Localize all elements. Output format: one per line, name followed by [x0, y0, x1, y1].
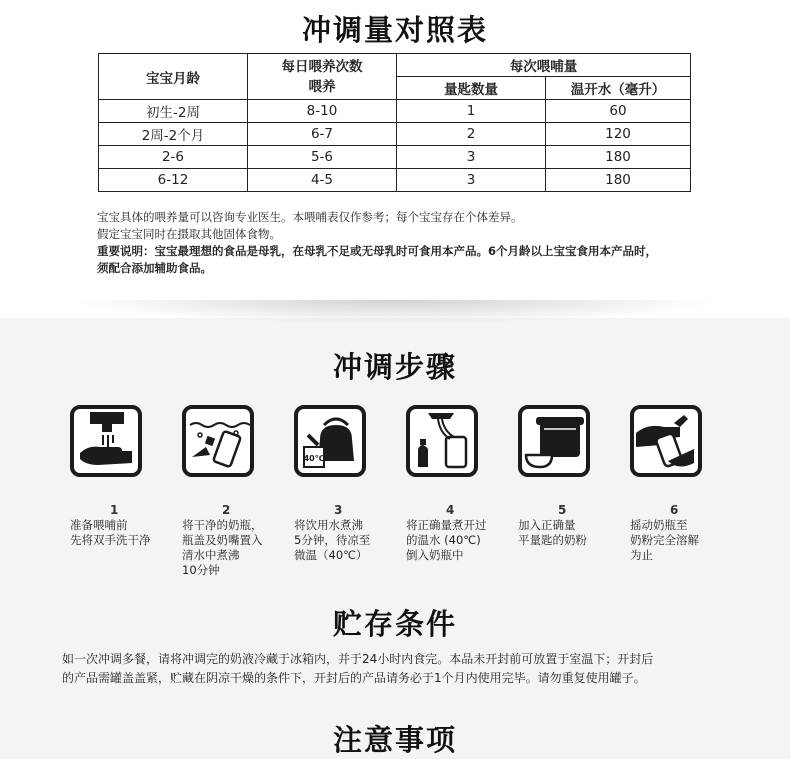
step-3 [294, 405, 404, 562]
step-number: 5 [558, 503, 567, 517]
cell-feeds: 8-10 [248, 100, 397, 123]
step-4 [406, 405, 516, 562]
step-line: 的温水 (40℃) [406, 533, 481, 547]
step-description [70, 518, 182, 548]
step-line: 倒入奶瓶中 [406, 548, 464, 562]
shake-bottle-icon [630, 405, 702, 477]
hand-wash-icon [70, 405, 142, 477]
storage-line: 如一次冲调多餐，请将冲调完的奶液冷藏于冰箱内，并于24小时内食完。本品未开封前可放置于室温下；开封后 [62, 652, 654, 666]
header-per-feed: 每次喂哺量 [397, 54, 691, 77]
step-line: 准备喂哺前 [70, 518, 128, 532]
step-number: 3 [334, 503, 343, 517]
pour-water-icon [406, 405, 478, 477]
step-description [182, 518, 294, 578]
storage-title: 贮存条件 [332, 607, 457, 641]
boil-bottle-icon [182, 405, 254, 477]
cell-feeds: 4-5 [248, 169, 397, 192]
step-number: 6 [670, 503, 679, 517]
header-daily-feeds [248, 54, 397, 100]
step-description [518, 518, 630, 548]
cell-feeds: 5-6 [248, 146, 397, 169]
step-number: 4 [446, 503, 455, 517]
cell-age: 2-6 [99, 146, 248, 169]
cell-feeds: 6-7 [248, 123, 397, 146]
cell-age: 初生-2周 [99, 100, 248, 123]
step-number: 2 [222, 503, 231, 517]
step-5 [518, 405, 628, 547]
cell-scoops: 2 [397, 123, 546, 146]
storage-line: 的产品需罐盖盖紧，贮藏在阴凉干燥的条件下，开封后的产品请务必于1个月内使用完毕。请勿重复使用罐子。 [62, 671, 646, 685]
cell-water: 180 [546, 146, 691, 169]
step-description [294, 518, 406, 563]
step-description [406, 518, 518, 563]
cell-water: 120 [546, 123, 691, 146]
step-line: 清水中煮沸 [182, 548, 240, 562]
feeding-table-title: 冲调量对照表 [301, 13, 488, 47]
step-line: 微温（40℃） [294, 548, 368, 562]
step-line: 为止 [630, 548, 653, 562]
note-line: 假定宝宝同时在摄取其他固体食物。 [97, 227, 281, 241]
table-notes [97, 209, 737, 277]
step-line: 5分钟，待凉至 [294, 533, 371, 547]
cell-water: 180 [546, 169, 691, 192]
important-label: 重要说明： [97, 244, 155, 258]
header-scoops: 量匙数量 [397, 77, 546, 100]
table-row [99, 169, 691, 192]
step-number: 1 [110, 503, 119, 517]
header-water: 温开水（毫升） [546, 77, 691, 100]
table-row [99, 146, 691, 169]
step-line: 加入正确量 [518, 518, 576, 532]
step-line: 摇动奶瓶至 [630, 518, 688, 532]
panel-shadow [70, 300, 720, 324]
step-line: 瓶盖及奶嘴置入 [182, 533, 263, 547]
cell-scoops: 3 [397, 146, 546, 169]
important-note-cont: 须配合添加辅助食品。 [97, 261, 212, 275]
feeding-table [98, 53, 691, 192]
step-6 [630, 405, 740, 562]
header-age: 宝宝月龄 [99, 54, 248, 100]
step-line: 将干净的奶瓶， [182, 518, 263, 532]
step-line: 10分钟 [182, 563, 220, 577]
step-2 [182, 405, 292, 577]
add-powder-icon [518, 405, 590, 477]
note-line: 宝宝具体的喂养量可以咨询专业医生。本喂哺表仅作参考；每个宝宝存在个体差异。 [97, 210, 523, 224]
header-daily-feeds-line2: 喂养 [308, 78, 336, 95]
steps-title: 冲调步骤 [332, 350, 457, 384]
step-description [630, 518, 742, 563]
step-line: 先将双手洗干净 [70, 533, 151, 547]
header-daily-feeds-line1: 每日喂养次数 [281, 58, 363, 75]
step-line: 将饮用水煮沸 [294, 518, 363, 532]
table-row [99, 123, 691, 146]
step-line: 奶粉完全溶解 [630, 533, 699, 547]
cell-age: 6-12 [99, 169, 248, 192]
kettle-icon [294, 405, 366, 477]
storage-text [62, 650, 742, 688]
cell-scoops: 3 [397, 169, 546, 192]
cell-water: 60 [546, 100, 691, 123]
table-row [99, 100, 691, 123]
important-text: 宝宝最理想的食品是母乳，在母乳不足或无母乳时可食用本产品。6个月龄以上宝宝食用本产品时， [154, 244, 657, 258]
step-1 [70, 405, 180, 547]
steps-row [70, 405, 750, 575]
temperature-badge: 40℃ [303, 454, 325, 463]
cell-scoops: 1 [397, 100, 546, 123]
cell-age: 2周-2个月 [99, 123, 248, 146]
next-section-title: 注意事项 [332, 723, 457, 757]
step-line: 将正确量煮开过 [406, 518, 487, 532]
step-line: 平量匙的奶粉 [518, 533, 587, 547]
important-note [97, 243, 737, 260]
